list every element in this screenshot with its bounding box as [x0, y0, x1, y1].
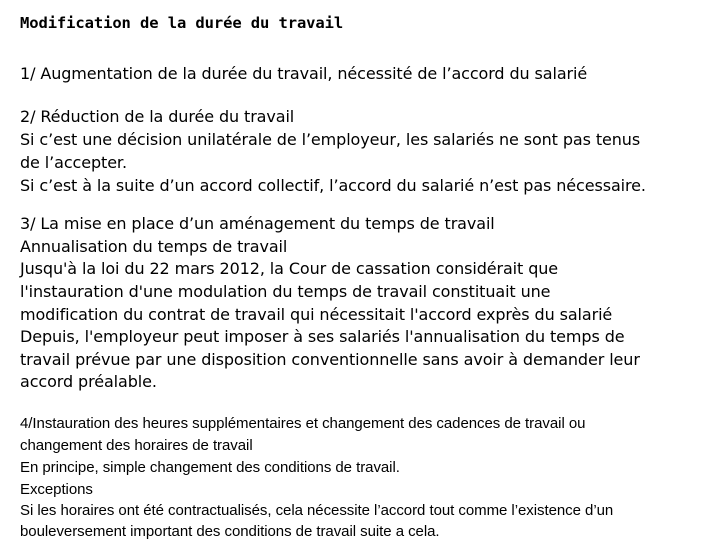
section-2-heading: 2/ Réduction de la durée du travail [20, 107, 295, 126]
section-4-line-3: En principe, simple changement des conditions de travail. [20, 459, 400, 476]
section-4-line-5: Si les horaires ont été contractualisés, cela nécessite l’accord tout comme l’existence d’un [20, 502, 614, 519]
section-4-line-2: changement des horaires de travail [20, 437, 253, 454]
section-3-line-6: accord préalable. [20, 372, 157, 391]
section-1-line: 1/ Augmentation de la durée du travail, nécessité de l’accord du salarié [20, 64, 588, 83]
section-3-line-5: travail prévue par une disposition conventionnelle sans avoir à demander leur [20, 350, 640, 369]
section-3-heading: 3/ La mise en place d’un aménagement du temps de travail [20, 214, 495, 233]
page-title: Modification de la durée du travail [20, 14, 344, 32]
section-4-line-4: Exceptions [20, 481, 93, 498]
section-3-line-1: Jusqu'à la loi du 22 mars 2012, la Cour de cassation considérait que [20, 259, 559, 278]
section-4-line-6: bouleversement important des conditions de travail suite a cela. [20, 523, 440, 540]
section-3-line-2: l'instauration d'une modulation du temps de travail constituait une [20, 282, 551, 301]
section-4-line-1: 4/Instauration des heures supplémentaires et changement des cadences de travail ou [20, 415, 586, 432]
section-2-line-2: de l’accepter. [20, 153, 127, 172]
section-3-line-4: Depuis, l'employeur peut imposer à ses salariés l'annualisation du temps de [20, 327, 625, 346]
section-2-line-3: Si c’est à la suite d’un accord collectif, l’accord du salarié n’est pas nécessaire. [20, 176, 646, 195]
cropped-text-row [20, 541, 720, 546]
section-2-line-1: Si c’est une décision unilatérale de l’employeur, les salariés ne sont pas tenus [20, 130, 641, 149]
section-3-line-3: modification du contrat de travail qui nécessitait l'accord exprès du salarié [20, 305, 613, 324]
section-3-subheading: Annualisation du temps de travail [20, 237, 288, 256]
